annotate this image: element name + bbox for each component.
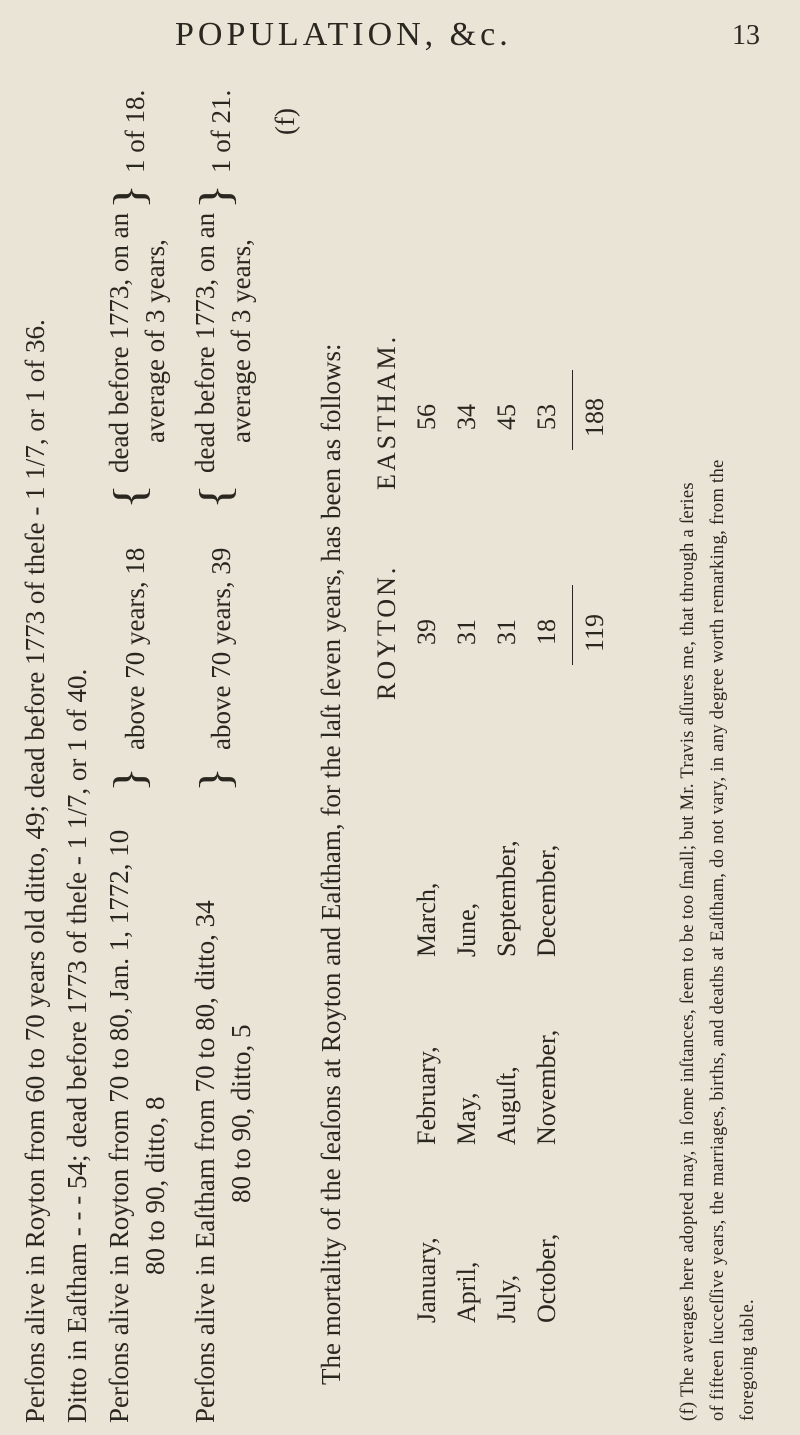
text-line-eastham-60-70: Ditto in Eaſtham - - - 54; dead before 1773 of theſe - 1 1/7, or 1 of 40. bbox=[62, 668, 92, 1423]
month-july: July, bbox=[492, 1274, 521, 1323]
text-line-eastham-70-80: Perſons alive in Eaſtham from 70 to 80, ditto, 34 bbox=[190, 900, 220, 1423]
royton-value-q1: 39 bbox=[412, 619, 441, 645]
month-june: June, bbox=[452, 902, 481, 957]
text-dead-before-royton: dead before 1773, on an bbox=[104, 212, 134, 473]
footnote-line-3: foregoing table. bbox=[738, 1299, 758, 1421]
eastham-value-q1: 56 bbox=[412, 404, 441, 430]
page-number: 13 bbox=[732, 20, 760, 51]
eastham-value-q2: 34 bbox=[452, 404, 481, 430]
sum-rule-eastham bbox=[572, 370, 573, 450]
mortality-intro: The mortality of the ſeaſons at Royton and Eaſtham, for the laſt ſeven years, has been as follows: bbox=[316, 343, 346, 1385]
month-may: May, bbox=[452, 1092, 481, 1145]
royton-value-q3: 31 bbox=[492, 619, 521, 645]
text-line-royton-70-80: Perſons alive in Royton from 70 to 80, Jan. 1, 1772, 10 bbox=[104, 829, 134, 1423]
month-january: January, bbox=[412, 1237, 441, 1323]
month-august: Auguſt, bbox=[492, 1066, 521, 1145]
text-line-royton-60-70: Perſons alive in Royton from 60 to 70 years old ditto, 49; dead before 1773 of theſe - 1 1/7, or 1 of 36. bbox=[20, 319, 50, 1423]
text-average-royton: average of 3 years, bbox=[140, 239, 170, 443]
rotated-page-body bbox=[0, 75, 800, 1435]
brace-right-eastham: } bbox=[191, 183, 240, 210]
royton-value-q2: 31 bbox=[452, 619, 481, 645]
text-line-eastham-80-90: 80 to 90, ditto, 5 bbox=[226, 1024, 256, 1203]
brace-left-eastham: } bbox=[191, 766, 240, 793]
month-february: February, bbox=[412, 1046, 441, 1145]
text-ratio-eastham: 1 of 21. bbox=[206, 89, 236, 173]
brace-right-royton: } bbox=[105, 183, 154, 210]
text-ratio-royton: 1 of 18. bbox=[120, 89, 150, 173]
text-line-royton-80-90: 80 to 90, ditto, 8 bbox=[140, 1096, 170, 1275]
eastham-total: 188 bbox=[580, 398, 609, 437]
text-average-eastham: average of 3 years, bbox=[226, 239, 256, 443]
footnote-line-1: (f) The averages here adopted may, in ſome inſtances, ſeem to be too ſmall; but Mr. Travis aſſures me, that through a ſeries bbox=[678, 482, 698, 1421]
brace-mid-eastham: { bbox=[191, 483, 240, 510]
brace-mid-royton: { bbox=[105, 483, 154, 510]
sum-rule-royton bbox=[572, 585, 573, 665]
column-header-eastham: EASTHAM. bbox=[372, 333, 401, 490]
royton-value-q4: 18 bbox=[532, 619, 561, 645]
month-september: September, bbox=[492, 840, 521, 957]
text-above-70-eastham: above 70 years, 39 bbox=[206, 547, 236, 750]
brace-left-royton: } bbox=[105, 766, 154, 793]
running-title: POPULATION, &c. bbox=[175, 16, 512, 53]
footnote-mark: (f) bbox=[270, 108, 300, 135]
eastham-value-q3: 45 bbox=[492, 404, 521, 430]
text-dead-before-eastham: dead before 1773, on an bbox=[190, 212, 220, 473]
text-above-70-royton: above 70 years, 18 bbox=[120, 547, 150, 750]
royton-total: 119 bbox=[580, 613, 609, 652]
column-header-royton: ROYTON. bbox=[372, 564, 401, 700]
month-november: November, bbox=[532, 1029, 561, 1145]
month-october: October, bbox=[532, 1233, 561, 1323]
month-march: March, bbox=[412, 882, 441, 957]
month-december: December, bbox=[532, 844, 561, 957]
eastham-value-q4: 53 bbox=[532, 404, 561, 430]
footnote-line-2: of fifteen ſucceſſive years, the marriages, births, and deaths at Eaſtham, do not vary, in any degree worth remarking, from the bbox=[708, 459, 728, 1421]
page-header bbox=[0, 0, 800, 64]
month-april: April, bbox=[452, 1261, 481, 1323]
